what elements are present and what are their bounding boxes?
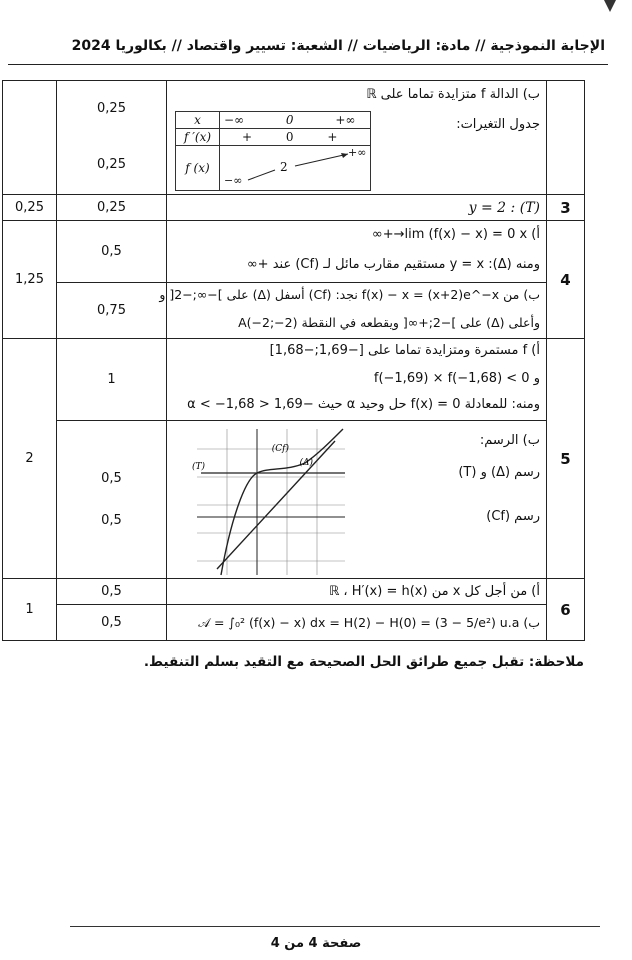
vt-fp-left: +	[242, 130, 253, 144]
row-q3	[3, 195, 585, 221]
grading-table	[2, 80, 585, 641]
number-cell-q2b	[547, 81, 585, 195]
vt-f-mid: 2	[280, 160, 288, 174]
q5a-line2: و f(−1,69) × f(−1,68) < 0	[373, 371, 540, 386]
answer-cell-q3	[167, 195, 547, 221]
q2b-line2: جدول التغيرات:	[456, 117, 540, 132]
q6b-line: ب) 𝒜 = ∫₀² (f(x) − x) dx = H(2) − H(0) = (3 − 5/e²) u.a	[198, 614, 540, 630]
vt-x-values	[220, 112, 371, 129]
vt-f-low: −∞	[224, 174, 243, 187]
graph-label-delta: (Δ)	[299, 458, 313, 468]
number-q3: 3	[547, 195, 585, 221]
answer-cell-q6a	[167, 579, 547, 605]
page-header: الإجابة النموذجية // مادة: الرياضيات // الشعبة: تسيير واقتصاد // بكالوريا 2024	[71, 38, 605, 54]
q6a-line: أ) من أجل كل x من ℝ ، H′(x) = h(x)	[329, 584, 540, 599]
q3-line: (T) : y = 2	[468, 199, 540, 216]
q5a-line1: أ) f مستمرة ومتزايدة تماما على [−1,69;−1,68]	[269, 343, 540, 358]
vt-fp-values	[220, 129, 371, 146]
answer-cell-q5b	[167, 421, 547, 579]
vt-arrow-1	[248, 170, 275, 180]
total-q5: 2	[3, 339, 57, 579]
row-q6b	[3, 605, 585, 641]
total-q3: 0,25	[3, 195, 57, 221]
total-cell-q2b	[3, 81, 57, 195]
answer-cell-q5a	[167, 339, 547, 421]
vt-x-label: x	[176, 112, 220, 129]
variation-table	[175, 111, 371, 191]
corner-mark	[604, 0, 616, 12]
graph-label-cf: (Cf)	[271, 444, 289, 454]
page-number: صفحة 4 من 4	[270, 936, 362, 951]
mark-q5b-1: 0,5	[101, 471, 122, 486]
total-q4: 1,25	[3, 221, 57, 339]
vt-f-values	[220, 146, 371, 191]
row-q4b	[3, 283, 585, 339]
marks-cell-q5b	[57, 421, 167, 579]
vt-fp-right: +	[327, 130, 338, 144]
mark-q3: 0,25	[57, 195, 167, 221]
vt-f-high: +∞	[348, 146, 367, 159]
q5a-line3: ومنه: للمعادلة f(x) = 0 حل وحيد α حيث −1,69 < α < −1,68	[187, 397, 540, 412]
q4a-line1: أ) lim (f(x) − x) = 0 x→+∞	[371, 227, 540, 242]
row-q4a	[3, 221, 585, 283]
answer-cell-q6b	[167, 605, 547, 641]
number-q6: 6	[547, 579, 585, 641]
vt-arrow-2	[295, 154, 348, 166]
number-q5: 5	[547, 339, 585, 579]
mark-q5b-2: 0,5	[101, 513, 122, 528]
footer-divider	[70, 926, 600, 927]
vt-x-mid: 0	[285, 113, 294, 127]
mark-q4b: 0,75	[57, 283, 167, 339]
row-q5a	[3, 339, 585, 421]
row-q2b	[3, 81, 585, 195]
q4a-line2: ومنه (Δ): y = x مستقيم مقارب مائل لـ (Cf) عند +∞	[246, 257, 540, 272]
vt-x-right: +∞	[335, 113, 356, 127]
vt-x-left: −∞	[224, 113, 245, 127]
vt-fp-label: f ′(x)	[176, 129, 220, 146]
header-divider	[8, 64, 608, 65]
mark-q2b-a: 0,25	[97, 101, 126, 116]
vt-f-label: f (x)	[176, 146, 220, 191]
mark-q6b: 0,5	[57, 605, 167, 641]
answer-cell-q4a	[167, 221, 547, 283]
mark-q6a: 0,5	[57, 579, 167, 605]
mark-q5a: 1	[57, 339, 167, 421]
grading-note: ملاحظة: تقبل جميع طرائق الحل الصحيحة مع التقيد بسلم التنقيط.	[143, 654, 584, 670]
number-q4: 4	[547, 221, 585, 339]
total-q6: 1	[3, 579, 57, 641]
answer-cell-q2b	[167, 81, 547, 195]
marks-cell-q2b	[57, 81, 167, 195]
mark-q2b-b: 0,25	[97, 157, 126, 172]
graph-label-t: (T)	[191, 462, 205, 472]
q4b-line1: ب) من f(x) − x = (x+2)e^−x نجد: (Cf) أسفل (Δ) على ]−∞;−2[ و	[159, 287, 540, 302]
answer-cell-q4b	[159, 283, 547, 339]
vt-fp-mid: 0	[285, 130, 294, 144]
q5b-line2: رسم (Δ) و (T)	[458, 465, 540, 480]
row-q5b	[3, 421, 585, 579]
q5b-line1: ب) الرسم:	[479, 433, 540, 448]
row-q6a	[3, 579, 585, 605]
function-graph	[191, 429, 345, 575]
q2b-line1: ب) الدالة f متزايدة تماما على ℝ	[366, 87, 540, 102]
q5b-line3: رسم (Cf)	[486, 509, 540, 524]
mark-q4a: 0,5	[57, 221, 167, 283]
q4b-line2: وأعلى (Δ) على ]−2;+∞[ ويقطعه في النقطة A(−2;−2)	[238, 315, 540, 330]
